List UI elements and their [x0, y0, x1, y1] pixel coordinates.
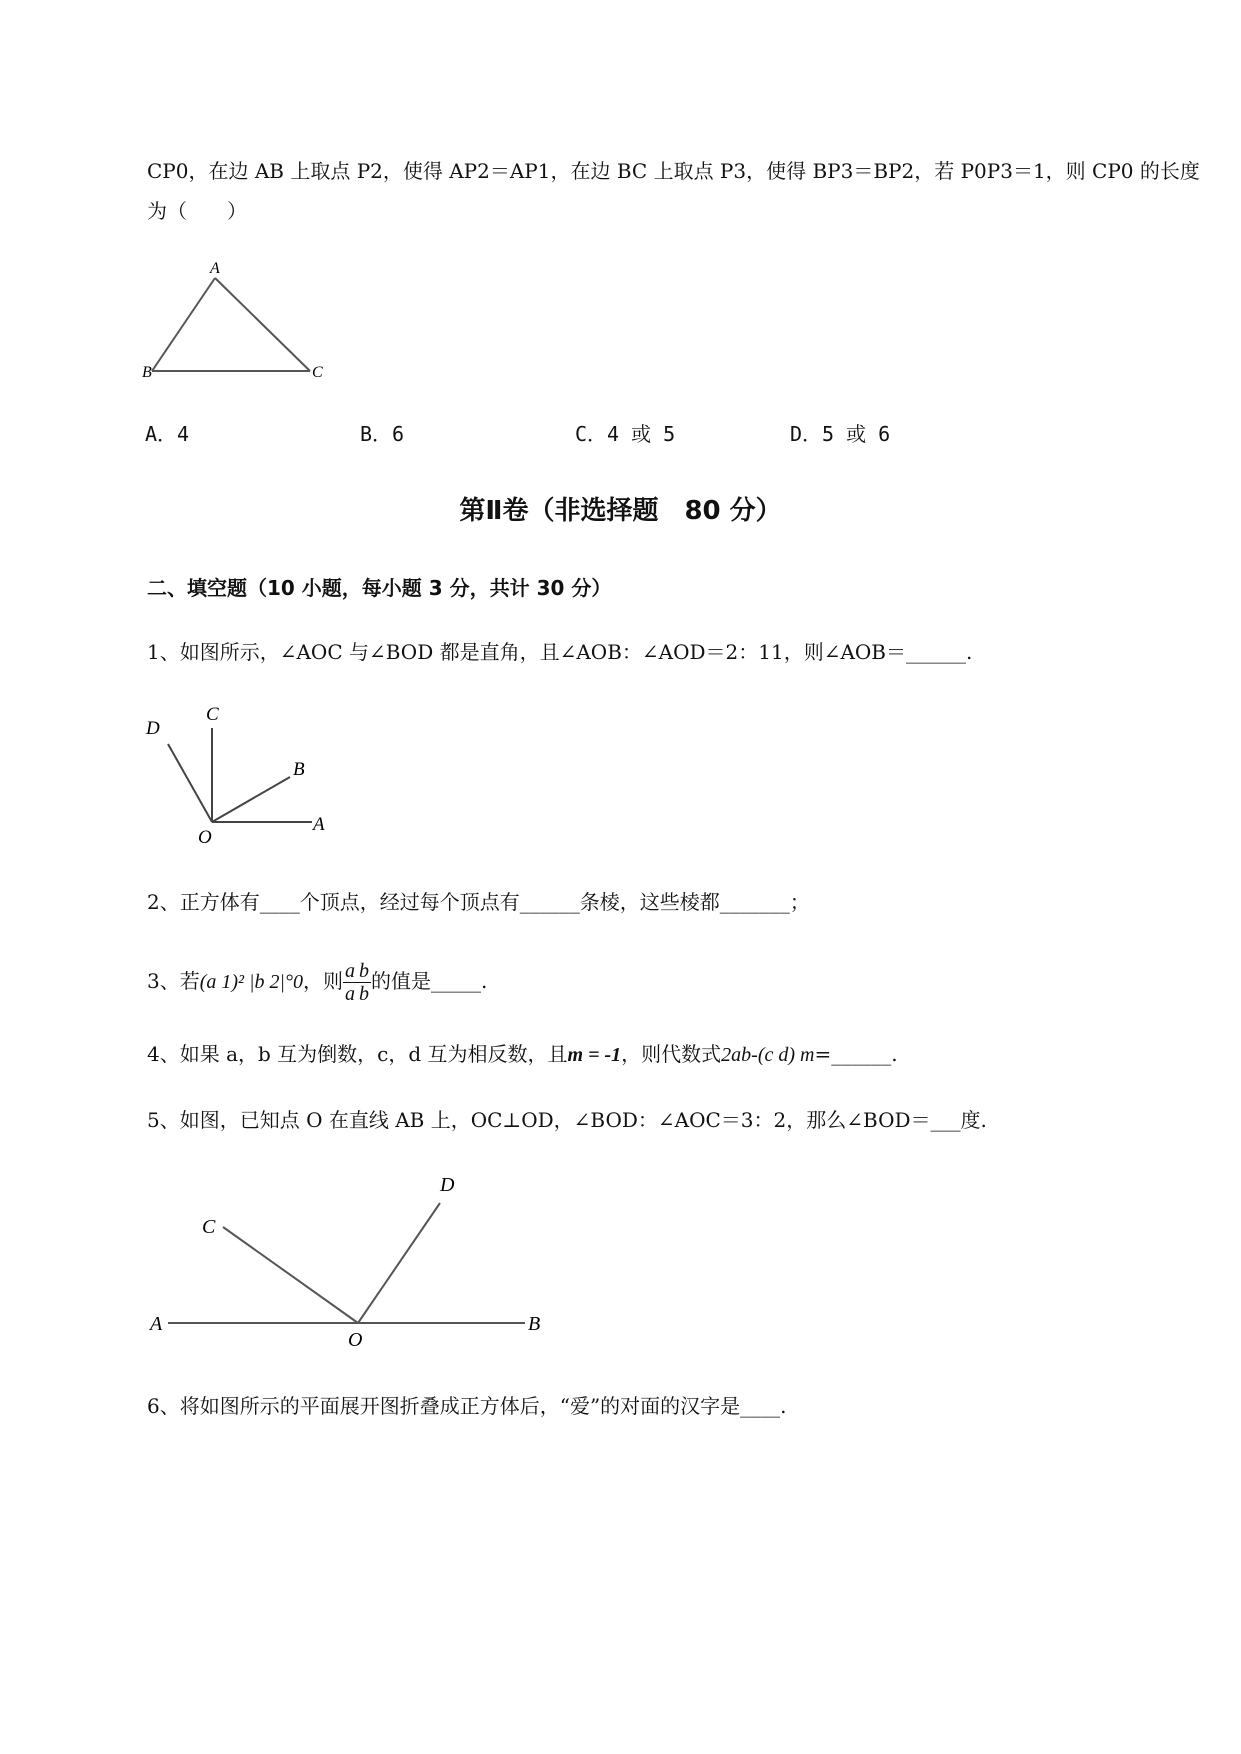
question-3-prefix: 3、若: [147, 969, 200, 993]
point-label-o: O: [348, 1329, 363, 1351]
angle-figure-2: [140, 1165, 560, 1355]
choice-c: C．4 或 5: [575, 422, 676, 446]
point-label-d: D: [440, 1174, 455, 1196]
point-label-d: D: [146, 718, 160, 739]
ray-od: [168, 744, 212, 822]
vertex-label-c: C: [312, 364, 323, 381]
question-4-expression: 2ab-(c d) m: [721, 1044, 815, 1066]
triangle-side-ac: [215, 278, 310, 371]
fraction-a-denominator: a: [345, 983, 356, 1005]
point-label-b: B: [293, 759, 305, 780]
question-3-fraction-b: [357, 960, 371, 1005]
question-4: [147, 1040, 898, 1069]
section-heading: 二、填空题（10 小题，每小题 3 分，共计 30 分）: [147, 576, 612, 600]
question-2: 2、正方体有____个顶点，经过每个顶点有______条棱，这些棱都_______；: [147, 890, 810, 914]
question-3-mid: ，则: [303, 969, 344, 993]
ray-ob: [212, 777, 290, 822]
vertex-label-a: A: [210, 260, 220, 277]
problem-tail-line1: CP0，在边 AB 上取点 P2，使得 AP2＝AP1，在边 BC 上取点 P3，使得 BP3＝BP2，若 P0P3＝1，则 CP0 的长度: [147, 159, 1200, 183]
vertex-label-b: B: [142, 364, 152, 381]
question-4-prefix: 4、如果 a，b 互为倒数，c，d 互为相反数，且: [147, 1042, 568, 1066]
problem-tail-line2: 为（ ）: [147, 199, 247, 223]
part2-title: 第Ⅱ卷（非选择题 80 分）: [459, 496, 782, 526]
question-3-expression: (a 1)² |b 2|°0: [199, 971, 304, 993]
point-label-c: C: [202, 1216, 216, 1238]
fraction-a-numerator: a: [345, 960, 356, 982]
point-label-a: A: [150, 1313, 163, 1335]
point-label-o: O: [198, 827, 212, 848]
choice-a: A．4: [145, 422, 190, 446]
ray-od: [358, 1203, 440, 1323]
question-4-mid: ，则代数式: [621, 1042, 722, 1066]
fraction-b-numerator: b: [359, 960, 370, 982]
question-3-suffix: 的值是_____.: [371, 969, 488, 993]
question-4-suffix: =______.: [814, 1042, 898, 1066]
angle-figure-1: [140, 700, 340, 850]
question-3-fraction-a: [343, 960, 357, 1005]
question-4-m-value: m = -1: [567, 1044, 622, 1066]
point-label-c: C: [206, 704, 219, 725]
question-1: 1、如图所示，∠AOC 与∠BOD 都是直角，且∠AOB：∠AOD＝2：11，则∠AOB＝______.: [147, 640, 973, 664]
question-6: 6、将如图所示的平面展开图折叠成正方体后，“爱”的对面的汉字是____.: [147, 1394, 787, 1418]
fraction-b-denominator: b: [359, 983, 370, 1005]
question-5: 5、如图，已知点 O 在直线 AB 上，OC⊥OD，∠BOD：∠AOC＝3：2，那么∠BOD＝___度.: [147, 1108, 987, 1132]
choice-b: B．6: [360, 422, 405, 446]
ray-oc: [223, 1227, 358, 1323]
triangle-side-ab: [152, 278, 215, 371]
point-label-a: A: [313, 814, 325, 835]
choice-d: D．5 或 6: [790, 422, 891, 446]
question-3: [147, 960, 487, 1005]
point-label-b: B: [528, 1313, 541, 1335]
triangle-figure: [140, 255, 340, 385]
